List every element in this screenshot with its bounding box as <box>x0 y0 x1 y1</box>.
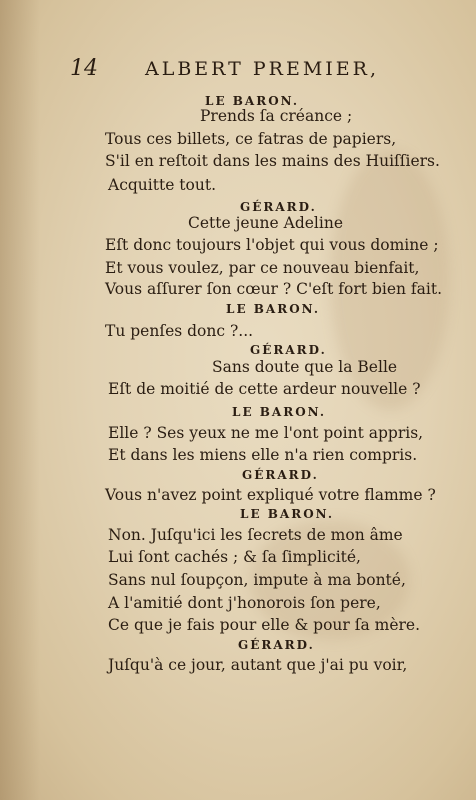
verse-line: Eſt donc toujours l'objet qui vous domine ; <box>105 236 439 254</box>
verse-line: Acquitte tout. <box>108 176 216 194</box>
verse-line: Tu penſes donc ?... <box>105 322 254 340</box>
speaker-label: LE BARON. <box>205 94 300 108</box>
verse-line: Et vous voulez, par ce nouveau bienfait, <box>105 259 420 277</box>
speaker-label: GÉRARD. <box>238 638 315 652</box>
verse-line: Tous ces billets, ce fatras de papiers, <box>105 130 397 148</box>
speaker-label: LE BARON. <box>240 507 335 521</box>
verse-line: Sans nul ſoupçon, impute à ma bonté, <box>108 571 406 589</box>
verse-line: Cette jeune Adeline <box>188 214 343 232</box>
verse-line: Vous aſſurer ſon cœur ? C'eſt fort bien fait. <box>105 280 442 298</box>
speaker-label: GÉRARD. <box>242 468 319 482</box>
verse-line: Juſqu'à ce jour, autant que j'ai pu voir, <box>108 656 408 674</box>
verse-line: Vous n'avez point expliqué votre flamme ? <box>105 486 436 504</box>
verse-line: Elle ? Ses yeux ne me l'ont point appris, <box>108 424 424 442</box>
verse-line: Lui ſont cachés ; & ſa ſimplicité, <box>108 548 361 566</box>
verse-line: Non. Juſqu'ici les ſecrets de mon âme <box>108 526 403 544</box>
speaker-label: LE BARON. <box>226 302 321 316</box>
verse-line: Eſt de moitié de cette ardeur nouvelle ? <box>108 380 421 398</box>
speaker-label: GÉRARD. <box>250 343 327 357</box>
speaker-label: LE BARON. <box>232 405 327 419</box>
verse-line: S'il en reſtoit dans les mains des Huiſſiers. <box>105 152 440 170</box>
running-title: ALBERT PREMIER, <box>145 58 379 80</box>
page-header <box>70 56 390 86</box>
speaker-label: GÉRARD. <box>240 200 317 214</box>
verse-line: Prends ſa créance ; <box>200 107 353 125</box>
verse-line: Sans doute que la Belle <box>212 358 398 376</box>
verse-line: Et dans les miens elle n'a rien compris. <box>108 446 418 464</box>
page-number: 14 <box>70 56 98 81</box>
verse-line: Ce que je fais pour elle & pour ſa mère. <box>108 616 421 634</box>
page-gutter-shadow <box>0 0 40 800</box>
verse-line: A l'amitié dont j'honorois ſon pere, <box>108 594 381 612</box>
